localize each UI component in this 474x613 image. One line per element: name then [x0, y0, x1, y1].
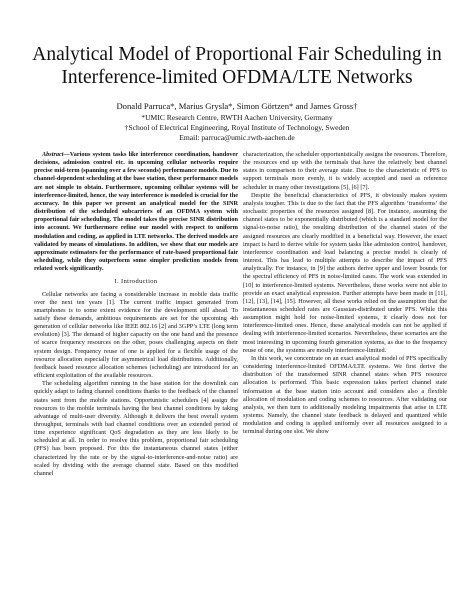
title-line-1: Analytical Model of Proportional Fair Scheduling in: [32, 44, 442, 65]
author-block: [20, 100, 454, 143]
intro-paragraph-5: In this work, we concentrate on an exact analytical model of PFS specifically considering interference-limited OFDMA/LTE systems. We first derive the distribution of the transformed SINR channel states when PFS resource allocation is performed. This basic expression takes perfect channel state information at the base station into account and considers also a flexible allocation of modulation and coding schemes to resources. After validating our analysis, we then turn to additionally modeling impairments that arise in LTE systems. Namely, the channel state feedback is delayed and quantized while modulation and coding is applied uniformly over all resources assigned to a terminal during one slot. We show: [243, 354, 447, 436]
abstract-label: Abstract: [42, 151, 64, 158]
paper-title: [20, 43, 454, 89]
author-names: Donald Parruca*, Marius Grysla*, Simon Görtzen* and James Gross†: [116, 101, 358, 111]
abstract-text: —Various system tasks like interference coordination, handover decisions, admission control etc. in upcoming cellular networks require precise mid-term (spanning over a few seconds) performance models. Due to channel-dependent scheduling at the base station, these performance models are not simple to obtain. Furthermore, upcoming cellular systems will be interference-limited, hence, the way interference is modeled is crucial for the accuracy. In this paper we present an analytical model for the SINR distribution of the scheduled subcarriers of an OFDMA system with proportional fair scheduling. The model takes the precise SINR distribution into account. We furthermore refine our model with respect to uniform modulation and coding, as applied in LTE networks. The derived models are validated by means of simulations. In additon, we show that our models are approximate estimators for the performance of rate-based proportional fair scheduling, while they outperform some simpler prediction models from related work significantly.: [34, 151, 238, 273]
title-line-2: Interference-limited OFDMA/LTE Networks: [61, 67, 413, 88]
section-heading-introduction: I. Introduction: [114, 278, 158, 286]
intro-paragraph-3: characterization, the scheduler opportunistically assigns the resources. Therefore, the resources end up with the terminals that have the relatively best channel states in comparison to their average state. Due to the characteristic of PFS to support terminals more evenly, it is widely accepted and used as reference scheduler in many other investigations [5], [6] [7].: [243, 151, 447, 191]
contact-email: Email: parruca@umic.rwth-aachen.de: [179, 133, 295, 142]
affiliation-1: *UMIC Research Centre, RWTH Aachen University, Germany: [141, 113, 333, 122]
intro-paragraph-2: The scheduling algorithm running in the base station for the downlink can quickly adapt to fading channel conditions thanks to the feedback of the channel states sent from the mobile stations. Opportunistic schedulers [4] assign the resources to the mobile terminals having the best channel conditions by taking advantage of multi-user diversity. Although it delivers the best overall system throughput, terminals with bad channel conditions over an extended period of time experience significant QoS degradation as they are less likely to be scheduled at all. In order to resolve this problem, proportional fair scheduling (PFS) has been proposed. For this the instantaneous channel states (either characterized by the rate or by the signal-to-interference-and-noise ratio) are scaled by dividing with the average channel state. Based on this modified channel: [34, 380, 238, 477]
left-column: [34, 151, 238, 601]
abstract: [34, 151, 238, 273]
intro-paragraph-4: Despite the beneficial characteristics of PFS, it obviously makes system analysis tougher. This is due to the fact that the PFS algorithm ‘transforms’ the stochastic properties of the resources assigned [8]. For instance, assuming the channel states to be exponentially distributed (which is a standard model for the signal-to-noise ratio), the resulting distribution of the channel states of the assigned resources are clearly modified in a beneficial way. However, the exact impact is hard to derive while for system tasks like admission control, handover, interference coordination and load balancing a precise model is clearly of interest. This has lead to multiple attempts to describe the impact of PFS analytically. For instance, in [9] the authors derive upper and lower bounds for the spectral efficiency of PFS in noise-limited cases. The work was extended in [10] to interference-limited systems. Nevertheless, these works were not able to provide an exact analytical expression. Further attempts have been made in [11], [12], [13], [14], [15]. However, all these works relied on the assumption that the instantaneous scheduled rates are Gaussian-distributed under PFS. While this assumption might hold for noise-limited systems, it clearly does not for interference-limited ones. Hence, these analytical models can not be applied if dealing with interference-limited scenarios. Nevertheless, these scenarios are the most interesting in upcoming fourth generation systems, as due to the frequency reuse of one, the systems are mostly interference-limited.: [243, 191, 447, 354]
affiliation-2: †School of Electrical Engineering, Royal Institute of Technology, Sweden: [124, 123, 350, 132]
right-column: [243, 151, 447, 603]
intro-paragraph-1: Cellular networks are facing a considerable increase in mobile data traffic over the next ten years [1]. The current traffic impact generated from smartphones is to some extent evidence for the development still ahead. To satisfy these demands, ambitious requirements are set for the upcoming 4th generation of cellular networks like IEEE 802.16 [2] and 3GPP’s LTE (long term evolution) [3]. The demand of higher capacity on the one hand and the presence of scarce frequency resources on the other, poses challenging aspects on their system design. Frequency reuse of one is applied for a flexible usage of the resource allocation especially for asymmetrical load distributions. Additionally, feedback based resource allocation schemes (scheduling) are introduced for an efficient exploitation of the available resources.: [34, 290, 238, 380]
